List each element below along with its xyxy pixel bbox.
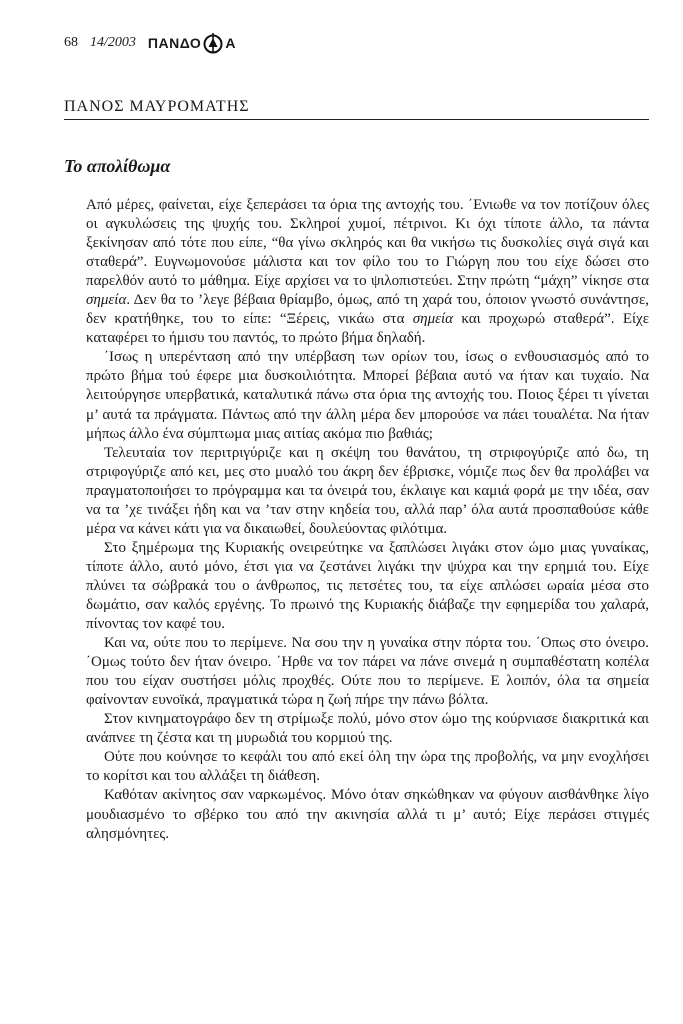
paragraph-text: Στο ξημέρωμα της Κυριακής ονειρεύτηκε να ξαπλώσει λιγάκι στον ώμο μιας γυναίκας, τίποτε άλλο, αυτό μόνο, έτσι για να ζεστάνει λιγάκι την ψύχρα και την ερημιά του. Είχε πλύνει τα σώβρακά του ο άνθρωπος, τις πετσέτες του, τα είχε απλώσει ωραία μέσα στο δωμάτιο, σαν καλός εργένης. Το πρωινό της Κυριακής διάβαζε την εφημερίδα του χαλαρά, πίνοντας τον καφέ του.: [86, 539, 649, 633]
page-number: 68: [64, 35, 78, 50]
paragraph-text: ΄Ισως η υπερένταση από την υπέρβαση των ορίων του, ίσως ο ενθουσιασμός από το πρώτο βήμα τού έφερε μια δυσκοιλιότητα. Μπορεί βέβαια αυτό να ήταν και τυχαίο. Να λειτούργησε υπερβατικά, καταλυτικά πάνω στα όρια της αντοχής του. Ποιος ξέρει τι γίνεται μ’ αυτά τα πράγματα. Πάντως από την άλλη μέρα δεν μπορούσε να πάει τουαλέτα. Να ήταν μήπως άλλο ένα σύμπτωμα μιας αιτίας ακόμα πιο βαθιάς;: [86, 349, 649, 442]
emphasized-text: σημεία: [86, 292, 127, 309]
issue-number: 14/2003: [90, 35, 136, 50]
paragraph-text: Από μέρες, φαίνεται, είχε ξεπεράσει τα όρια της αντοχής του. ΄Ενιωθε να τον ποτίζουν όλες οι αγκυλώσεις της ψυχής του. Σκληροί χυμοί, πέτρινοι. Κι όχι τίποτε άλλο, τα πάντα ξεκίνησαν από τότε που είπε, “θα γίνω σκληρός και θα νικήσω τις δυσκολίες σιγά σιγά και σταθερά”. Ευγνωμονούσε μάλιστα και τον φίλο του το Γιώργη που του είχε δώσει στο παρελθόν αυτό το μάθημα. Είχε αρχίσει να το ψιλοπιστεύει. Στην πρώτη “μάχη” νίκησε στα: [86, 197, 649, 290]
article-title: Το απολίθωμα: [64, 156, 171, 176]
header-divider: [64, 119, 649, 120]
body-paragraph: [86, 634, 649, 710]
body-paragraph: [86, 748, 649, 786]
body-paragraph: [86, 348, 649, 443]
emphasized-text: σημεία: [412, 311, 454, 328]
body-paragraph: [86, 786, 649, 843]
pandora-logo-icon: [202, 32, 224, 54]
paragraph-text: Στον κινηματογράφο δεν τη στρίμωξε πολύ, μόνο στον ώμο της κούρνιασε διακριτικά και ανάπνεε τη ζέστα και τη μυρωδιά του κορμιού της.: [86, 711, 649, 747]
body-paragraph: [86, 710, 649, 748]
paragraph-text: Και να, ούτε που το περίμενε. Να σου την η γυναίκα στην πόρτα του. ΄Οπως στο όνειρο. ΄Ομως τούτο δεν ήταν όνειρο. ΄Ηρθε να τον πάρει να πάνε σινεμά η συμπαθέστατη κοπέλα που του είχαν συστήσει μόλις προχθές. Ούτε που το περίμενε. Ε λοιπόν, όλα τα σημεία φαίνονταν ευνοϊκά, πραγματικά τώρα η ζωή πήρε την πάνω βόλτα.: [86, 635, 649, 709]
magazine-name: [148, 32, 236, 54]
body-paragraph: [86, 196, 649, 348]
paragraph-text: Ούτε που κούνησε το κεφάλι του από εκεί όλη την ώρα της προβολής, να μην ενοχλήσει το κορίτσι και του αλλάξει τη διάθεση.: [86, 749, 649, 785]
author-name: ΠΑΝΟΣ ΜΑΥΡΟΜΑΤΗΣ: [64, 98, 250, 115]
paragraph-text: . Δεν θα το ’λεγε βέβαια θρίαμβο, όμως, από τη χαρά του, όποιον γνωστό συνάντησε, δεν κρατήθηκε, του το είπε: “Ξέρεις, νικάω στα: [86, 292, 649, 328]
paragraph-text: Τελευταία τον περιτριγύριζε και η σκέψη του θανάτου, τη στριφογύριζε από δω, τη στριφογύριζε από κει, μες στο μυαλό του άκρη δεν έβρισκε, νόμιζε πως δεν θα προλάβει να πραγματοποιήσει το πρόγραμμα και τα όνειρά του, έκλαιγε και καμιά φορά με την ιδέα, σαν να τα ’χε τινάξει ήδη και να ’ταν στην κηδεία του, αλλά παρ’ όλα αυτά προσπαθούσε κάθε μέρα να κάνει κάτι για να δικαιωθεί, δουλεύοντας φιλότιμα.: [86, 444, 649, 537]
body-paragraph: [86, 539, 649, 634]
paragraph-text: και προχωρώ σταθερά”. Είχε καταφέρει το ήμισυ του παντός, το πρώτο βήμα δηλαδή.: [86, 311, 649, 347]
article-body: [86, 196, 649, 844]
paragraph-text: Καθόταν ακίνητος σαν ναρκωμένος. Μόνο όταν σηκώθηκαν να φύγουν αισθάνθηκε λίγο μουδιασμένο το σβέρκο του από την ακινησία αλλά τι μ’ αυτό; Είχε περάσει στιγμές αλησμόνητες.: [86, 787, 649, 842]
body-paragraph: [86, 444, 649, 539]
magazine-name-right: Α: [225, 35, 236, 51]
magazine-name-left: ΠΑΝΔΟ: [147, 35, 202, 51]
running-head: [64, 30, 236, 56]
